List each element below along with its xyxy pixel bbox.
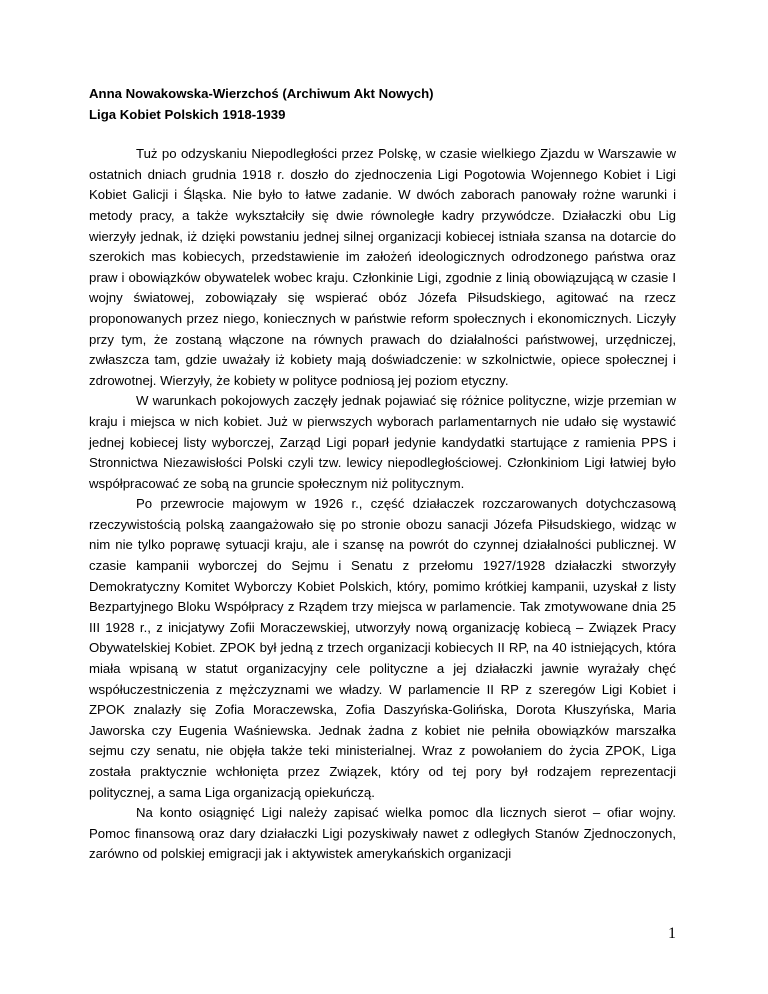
- author-line: Anna Nowakowska-Wierzchoś (Archiwum Akt Nowych): [89, 86, 434, 101]
- paragraph: Po przewrocie majowym w 1926 r., część działaczek rozczarowanych dotychczasową rzeczywistością polską zaangażowało się po stronie obozu sanacji Józefa Piłsudskiego, widząc w nim nie tylko poprawę sytuacji kraju, ale i szansę na powrót do czynnej działalności publicznej. W czasie kampanii wyborczej do Sejmu i Senatu z przełomu 1927/1928 działaczki stworzyły Demokratyczny Komitet Wyborczy Kobiet Polskich, który, pomimo krótkiej kampanii, uzyskał z listy Bezpartyjnego Bloku Współpracy z Rządem trzy miejsca w parlamencie. Tak zmotywowane dnia 25 III 1928 r., z inicjatywy Zofii Moraczewskiej, utworzyły nową organizację kobiecą – Związek Pracy Obywatelskiej Kobiet. ZPOK był jedną z trzech organizacji kobiecych II RP, na 40 istniejących, która miała wpisaną w statut organizacyjny cele polityczne a jej działaczki jawnie wyrażały chęć współuczestniczenia z mężczyznami we władzy. W parlamencie II RP z szeregów Ligi Kobiet i ZPOK znalazły się Zofia Moraczewska, Zofia Daszyńska-Golińska, Dorota Kłuszyńska, Maria Jaworska czy Eugenia Waśniewska. Jednak żadna z kobiet nie pełniła obowiązków marszałka sejmu czy senatu, nie objęła także teki ministerialnej. Wraz z powołaniem do życia ZPOK, Liga została praktycznie wchłonięta przez Związek, który od tej pory był rodzajem reprezentacji politycznej, a sama Liga organizacją opiekuńczą.: [89, 496, 676, 800]
- document-page: [89, 84, 676, 865]
- document-title: Liga Kobiet Polskich 1918-1939: [89, 106, 286, 122]
- paragraph: W warunkach pokojowych zaczęły jednak pojawiać się różnice polityczne, wizje przemian w kraju i miejsca w nich kobiet. Już w pierwszych wyborach parlamentarnych nie udało się wystawić jednej kobiecej listy wyborczej, Zarząd Ligi poparł jedynie kandydatki startujące z ramienia PPS i Stronnictwa Niezawisłości Polski czyli tzw. lewicy niepodległościowej. Członkiniom Ligi łatwiej było współpracować ze sobą na gruncie społecznym niż politycznym.: [89, 393, 676, 491]
- paragraph: Na konto osiągnięć Ligi należy zapisać wielka pomoc dla licznych sierot – ofiar wojny. Pomoc finansową oraz dary działaczki Ligi pozyskiwały nawet z odległych Stanów Zjednoczonych, zarówno od polskiej emigracji jak i aktywistek amerykańskich organizacji: [89, 805, 676, 862]
- paragraph: Tuż po odzyskaniu Niepodległości przez Polskę, w czasie wielkiego Zjazdu w Warszawie w ostatnich dniach grudnia 1918 r. doszło do zjednoczenia Ligi Pogotowia Wojennego Kobiet i Ligi Kobiet Galicji i Śląska. Nie było to łatwe zadanie. W dwóch zaborach panowały rożne warunki i metody pracy, a także wykształciły się dwie równoległe kadry przywódcze. Działaczki obu Lig wierzyły jednak, iż dzięki powstaniu jednej silnej organizacji kobiecej istniała szansa na dotarcie do szerokich mas kobiecych, przedstawienie im założeń ideologicznych odrodzonego państwa oraz praw i obowiązków obywatelek wobec kraju. Członkinie Ligi, zgodnie z linią obowiązującą w czasie I wojny światowej, zobowiązały się wspierać obóz Józefa Piłsudskiego, agitować na rzecz proponowanych przez niego, koniecznych w państwie reform społecznych i ekonomicznych. Liczyły przy tym, że zostaną włączone na równych prawach do działalności państwowej, urzędniczej, zwłaszcza tam, gdzie uważały iż kobiety mają doświadczenie: w szkolnictwie, opiece społecznej i zdrowotnej. Wierzyły, że kobiety w polityce podniosą jej poziom etyczny.: [89, 146, 676, 388]
- page-number: 1: [668, 925, 676, 942]
